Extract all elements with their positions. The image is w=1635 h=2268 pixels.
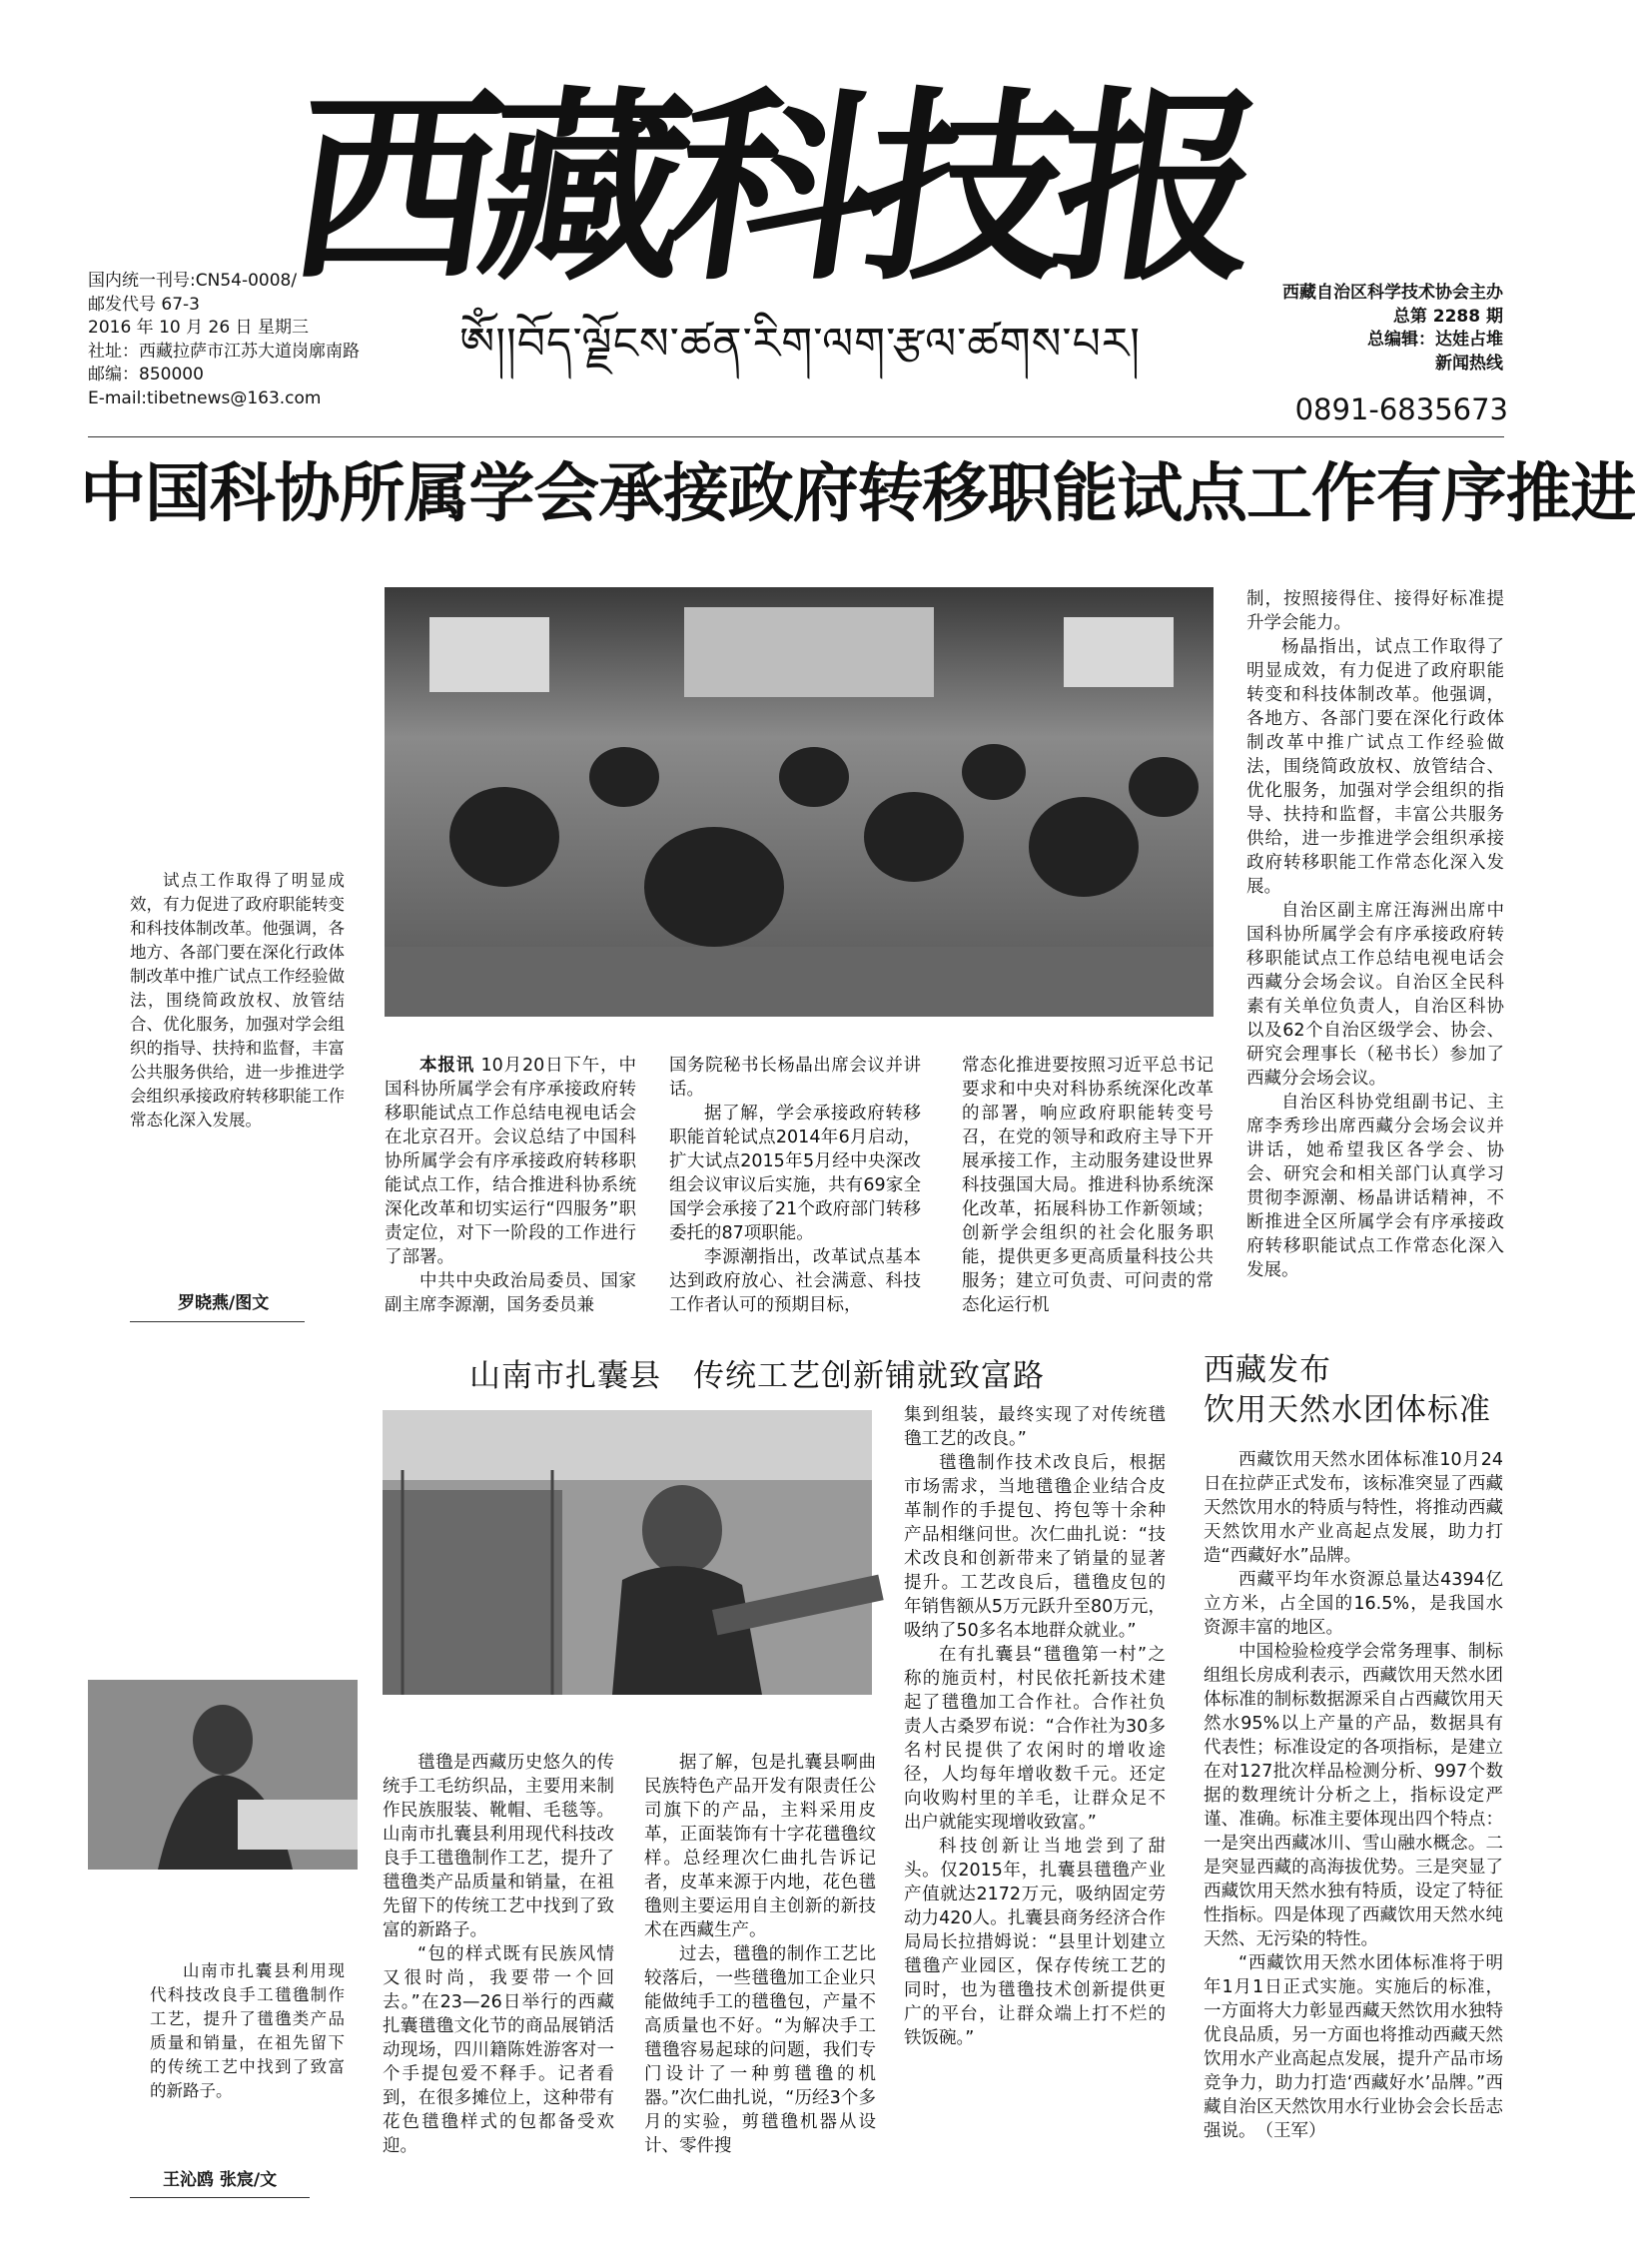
info-hotline-label: 新闻热线 — [1435, 353, 1503, 374]
lead-col-3: 常态化推进要按照习近平总书记要求和中央对科协系统深化改革的部署，响应政府职能转变号召，在党的领导和政府主导下开展承接工作，主动服务建设世界科技强国大局。推进科协系统深化改革，拓展科协工作新领域；创新学会组织的社会化服务职能，提供更多更高质量科技公共服务；建立可负责、可问责的常态化运行机 — [962, 1056, 1214, 1315]
lead-photo-caption — [130, 869, 345, 1133]
info-sponsor: 西藏自治区科学技术协会主办 — [1282, 283, 1503, 303]
masthead-right-info — [1159, 282, 1503, 376]
info-email: E-mail:tibetnews@163.com — [88, 387, 322, 408]
story3-headline: 西藏发布 饮用天然水团体标准 — [1204, 1352, 1491, 1428]
lead-caption-text: 试点工作取得了明显成效，有力促进了政府职能转变和科技体制改革。他强调，各地方、各部门要在深化行政体制改革中推广试点工作经验做法，围绕简政放权、放管结合、优化服务，加强对学会组织的指导、扶持和监督，丰富公共服务供给，进一步推进学会组织承接政府转移职能工作常态化深入发展。 — [130, 871, 345, 1130]
info-address: 社址：西藏拉萨市江苏大道岗廓南路 — [88, 341, 360, 362]
artisan-photo — [88, 1680, 358, 1870]
lead-headline: 中国科协所属学会承接政府转移职能试点工作有序推进 — [80, 456, 1635, 531]
masthead-divider — [88, 436, 1504, 437]
info-date: 2016 年 10 月 26 日 星期三 — [88, 318, 309, 338]
lead-credit: 罗晓燕/图文 — [178, 1293, 270, 1313]
masthead-left-info — [88, 270, 427, 410]
info-zip: 邮编：850000 — [88, 365, 204, 384]
story2-photo-caption — [150, 1959, 345, 2103]
meeting-photo — [385, 587, 1214, 1017]
story2-col-1: 氆氇是西藏历史悠久的传统手工毛纺织品，主要用来制作民族服装、靴帽、毛毯等。山南市扎囊县利用现代科技改良手工氆氇制作工艺，提升了氆氇类产品质量和销量，在祖先留下的传统工艺中找到了致富的新路子。 “包的样式既有民族风情又很时尚，我要带一个回去。”在23—26日举行的西藏扎囊氆氇文化节的商品展销活动现场，四川籍陈姓游客对一个手提包爱不释手。记者看到，在很多摊位上，这种带有花色氆氇样式的包都备受欢迎。 — [383, 1753, 614, 2156]
weaving-photo — [383, 1410, 872, 1695]
story2-col-2: 据了解，包是扎囊县啊曲民族特色产品开发有限责任公司旗下的产品，主料采用皮革，正面装饰有十字花氆氇纹样。总经理次仁曲扎告诉记者，皮革来源于内地，花色氆氇则主要运用自主创新的新技术在西藏生产。 过去，氆氇的制作工艺比较落后，一些氆氇加工企业只能做纯手工的氆氇包，产量不高质量也不好。“为解决手工氆氇容易起球的问题，我们专门设计了一种剪氆氇的机器。”次仁曲扎说，“历经3个多月的实验，剪氆氇机器从设计、零件搜 — [644, 1753, 876, 2156]
story2-headline: 山南市扎囊县 传统工艺创新铺就致富路 — [469, 1358, 1045, 1394]
story2-col-right: 集到组装，最终实现了对传统氆氇工艺的改良。” 氆氇制作技术改良后，根据市场需求，当地氆氇企业结合皮革制作的手提包、挎包等十余种产品相继问世。次仁曲扎说：“技术改良和创新带来了销量的显著提升。工艺改良后，氆氇皮包的年销售额从5万元跃升至80万元，吸纳了50多名本地群众就业。” 在有扎囊县“氆氇第一村”之称的施贡村，村民依托新技术建起了氆氇加工合作社。合作社负责人古桑罗布说：“合作社为30多名村民提供了农闲时的增收途径，人均每年增收数千元。还定向收购村里的羊毛，让群众足不出户就能实现增收致富。” 科技创新让当地尝到了甜头。仅2015年，扎囊县氆氇产业产值就达2172万元，吸纳固定劳动力420人。扎囊县商务经济合作局局长拉措姆说：“县里计划建立氆氇产业园区，保存传统工艺的同时，也为氆氇技术创新提供更广的平台，让群众端上打不烂的铁饭碗。” — [904, 1405, 1166, 2048]
info-issue-number: 总第 2288 期 — [1392, 306, 1503, 327]
svg-text:西藏科技报: 西藏科技报 — [276, 67, 1264, 309]
masthead-tibetan-title: ༀ།།བོད་ལྗོངས་ཚན་རིག་ལག་རྩལ་ཚགས་པར། — [459, 319, 1142, 370]
info-issn: 国内统一刊号:CN54-0008/ — [88, 271, 298, 291]
masthead-calligraphy-logo — [276, 55, 1264, 309]
hotline-number: 0891-6835673 — [1294, 392, 1508, 426]
info-editor: 总编辑：达娃占堆 — [1367, 330, 1503, 350]
lead-col-2: 国务院秘书长杨晶出席会议并讲话。 据了解，学会承接政府转移职能首轮试点2014年6月启动，扩大试点2015年5月经中央深改组会议审议后实施，共有69家全国学会承接了21个政府部门转移委托的87项职能。 李源潮指出，改革试点基本达到政府放心、社会满意、科技工作者认可的预期目标， — [669, 1056, 921, 1315]
story3-body: 西藏饮用天然水团体标准10月24日在拉萨正式发布，该标准突显了西藏天然饮用水的特质与特性，将推动西藏天然饮用水产业高起点发展，助力打造“西藏好水”品牌。 西藏平均年水资源总量达4394亿立方米，占全国的16.5%，是我国水资源丰富的地区。 中国检验检疫学会常务理事、制标组组长房成利表示，西藏饮用天然水团体标准的制标数据源采自占西藏饮用天然水95%以上产量的产品，数据具有代表性；标准设定的各项指标，是建立在对127批次样品检测分析、997个数据的数理统计分析之上，指标设定严谨、准确。标准主要体现出四个特点：一是突出西藏冰川、雪山融水概念。二是突显西藏的高海拔优势。三是突显了西藏饮用天然水独有特质，设定了特征性指标。四是体现了西藏饮用天然水纯天然、无污染的特性。 “西藏饮用天然水团体标准将于明年1月1日正式实施。实施后的标准，一方面将大力彰显西藏天然饮用水独特优良品质，另一方面也将推动西藏天然饮用水产业高起点发展，提升产品市场竞争力，助力打造‘西藏好水’品牌。”西藏自治区天然饮用水行业协会会长岳志强说。 （王军） — [1204, 1450, 1503, 2141]
lead-dateline: 本报讯 — [419, 1056, 475, 1076]
story2-caption-text: 山南市扎囊县利用现代科技改良手工氆氇制作工艺，提升了氆氇类产品质量和销量，在祖先留下的传统工艺中找到了致富的新路子。 — [150, 1961, 345, 2100]
story2-credit-rule — [130, 2197, 310, 2198]
lead-col-4: 制，按照接得住、接得好标准提升学会能力。 杨晶指出，试点工作取得了明显成效，有力促进了政府职能转变和科技体制改革。他强调，各地方、各部门要在深化行政体制改革中推广试点工作经验做法，围绕简政放权、放管结合、优化服务，加强对学会组织的指导、扶持和监督，丰富公共服务供给，进一步推进学会组织承接政府转移职能工作常态化深入发展。 自治区副主席汪海洲出席中国科协所属学会有序承接政府转移职能试点工作总结电视电话会西藏分会场会议。自治区全民科素有关单位负责人，自治区科协以及62个自治区级学会、协会、研究会理事长（秘书长）参加了西藏分会场会议。 自治区科协党组副书记、主席李秀珍出席西藏分会场会议并讲话，她希望我区各学会、协会、研究会和相关部门认真学习贯彻李源潮、杨晶讲话精神，不断推进全区所属学会有序承接政府转移职能试点工作常态化深入发展。 — [1246, 589, 1504, 1280]
story2-credit: 王沁鸥 张宸/文 — [163, 2170, 278, 2190]
masthead-title — [276, 55, 1264, 309]
lead-col-1: 本报讯 10月20日下午，中国科协所属学会有序承接政府转移职能试点工作总结电视电话会在北京召开。会议总结了中国科协所属学会有序承接政府转移职能试点工作，结合推进科协系统深化改革和切实运行“四服务”职责定位，对下一阶段的工作进行了部署。 中共中央政治局委员、国家副主席李源潮，国务委员兼 — [385, 1056, 636, 1315]
info-postal-code: 邮发代号 67-3 — [88, 294, 200, 315]
lead-credit-rule — [130, 1321, 305, 1322]
